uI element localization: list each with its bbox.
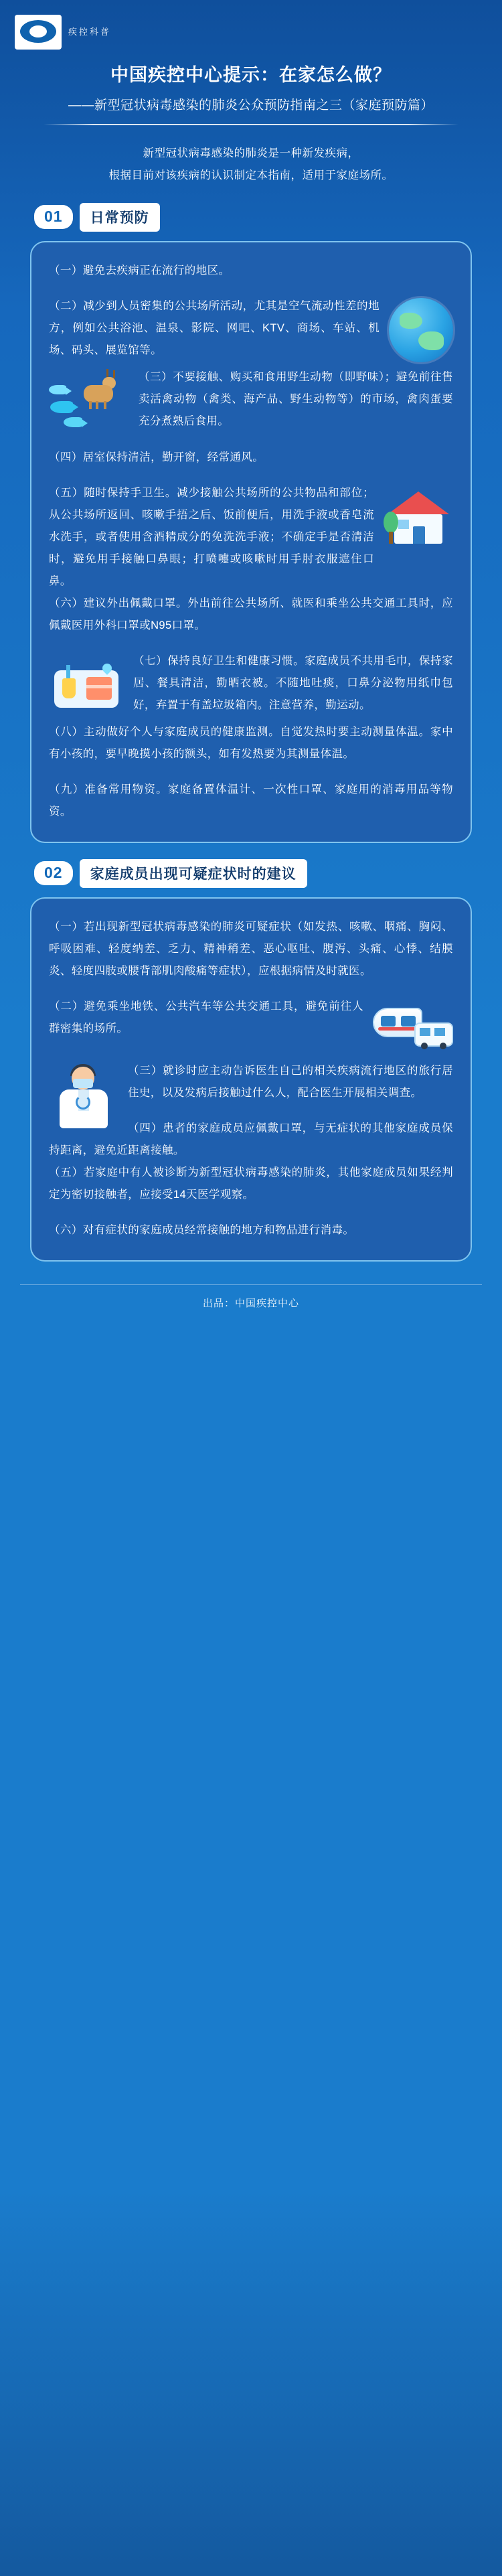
intro-line-2: 根据目前对该疾病的认识制定本指南，适用于家庭场所。 (108, 169, 394, 181)
section-header-02 (30, 859, 472, 888)
item-1-4: （四）居室保持清洁，勤开窗，经常通风。 (49, 451, 264, 463)
item-2-5: （五）若家庭中有人被诊断为新型冠状病毒感染的肺炎，其他家庭成员如果经判定为密切接触者，应接受14天医学观察。 (49, 1166, 453, 1201)
item-2-2: （二）避免乘坐地铁、公共汽车等公共交通工具，避免前往人群密集的场所。 (49, 1000, 363, 1035)
logo-block (0, 15, 502, 50)
logo-eye-shape (20, 20, 56, 43)
item-2-1: （一）若出现新型冠状病毒感染的肺炎可疑症状（如发热、咳嗽、咽痛、胸闷、呼吸困难、轻度纳差、乏力、精神稍差、恶心呕吐、腹泻、头痛、心悸、结膜炎、轻度四肢或腰背部肌肉酸痛等症状），应根据病情及时就医。 (49, 920, 453, 977)
bus-tire-right (440, 1043, 446, 1049)
item-1-1: （一）避免去疾病正在流行的地区。 (49, 264, 230, 277)
section-title-01: 日常预防 (80, 203, 160, 232)
cdc-logo-icon (15, 15, 62, 50)
logo-text: 疾控科普 (68, 26, 112, 37)
item-1-9: （九）准备常用物资。家庭备置体温计、一次性口罩、家庭用的消毒用品等物资。 (49, 783, 453, 818)
page-subtitle: ——新型冠状病毒感染的肺炎公众预防指南之三（家庭预防篇） (68, 98, 434, 112)
item-2-3: （三）就诊时应主动告诉医生自己的相关疾病流行地区的旅行居住史，以及发病后接触过什么人，配合医生开展相关调查。 (128, 1064, 453, 1099)
poster-footer (0, 1284, 502, 1310)
section-title-02: 家庭成员出现可疑症状时的建议 (80, 859, 307, 888)
section-number-01: 01 (34, 205, 73, 229)
footer-source: 出品：中国疾控中心 (202, 1297, 299, 1309)
title-divider (44, 124, 458, 125)
footer-divider (20, 1284, 482, 1285)
item-1-7: （七）保持良好卫生和健康习惯。家庭成员不共用毛巾，保持家居、餐具清洁，勤晒衣被。不随地吐痰，口鼻分泌物用纸巾包好，弃置于有盖垃圾箱内。注意营养，勤运动。 (133, 654, 453, 711)
section-card-01 (30, 241, 472, 843)
item-1-8: （八）主动做好个人与家庭成员的健康监测。自觉发热时要主动测量体温。家中有小孩的，要早晚摸小孩的额头，如有发热要为其测量体温。 (49, 725, 453, 760)
item-1-2: （二）减少到人员密集的公共场所活动，尤其是空气流动性差的地方，例如公共浴池、温泉、影院、网吧、KTV、商场、车站、机场、码头、展览馆等。 (49, 299, 380, 356)
page-title: 中国疾控中心提示：在家怎么做？ (110, 65, 392, 85)
item-2-4: （四）患者的家庭成员应佩戴口罩，与无症状的其他家庭成员保持距离，避免近距离接触。 (49, 1122, 453, 1156)
item-1-5: （五）随时保持手卫生。减少接触公共场所的公共物品和部位；从公共场所返回、咳嗽手捂之后、饭前便后，用洗手液或香皂流水洗手，或者使用含酒精成分的免洗洗手液；不确定手是否清洁时，避免用手接触口鼻眼；打喷嚏或咳嗽时用手肘衣服遮住口鼻。 (49, 486, 374, 587)
item-1-6: （六）建议外出佩戴口罩。外出前往公共场所、就医和乘坐公共交通工具时，应佩戴医用外科口罩或N95口罩。 (49, 597, 453, 631)
item-2-6: （六）对有症状的家庭成员经常接触的地方和物品进行消毒。 (49, 1223, 355, 1236)
intro-block (37, 143, 465, 187)
section-card-02 (30, 897, 472, 1262)
section-number-02: 02 (34, 861, 73, 885)
item-1-3: （三）不要接触、购买和食用野生动物（即野味）；避免前往售卖活禽动物（禽类、海产品、野生动物等）的市场，禽肉蛋要充分煮熟后食用。 (139, 370, 453, 427)
section-header-01 (30, 203, 472, 232)
bus-tire-left (421, 1043, 428, 1049)
intro-line-1: 新型冠状病毒感染的肺炎是一种新发疾病， (143, 147, 359, 159)
poster-header (0, 0, 502, 125)
